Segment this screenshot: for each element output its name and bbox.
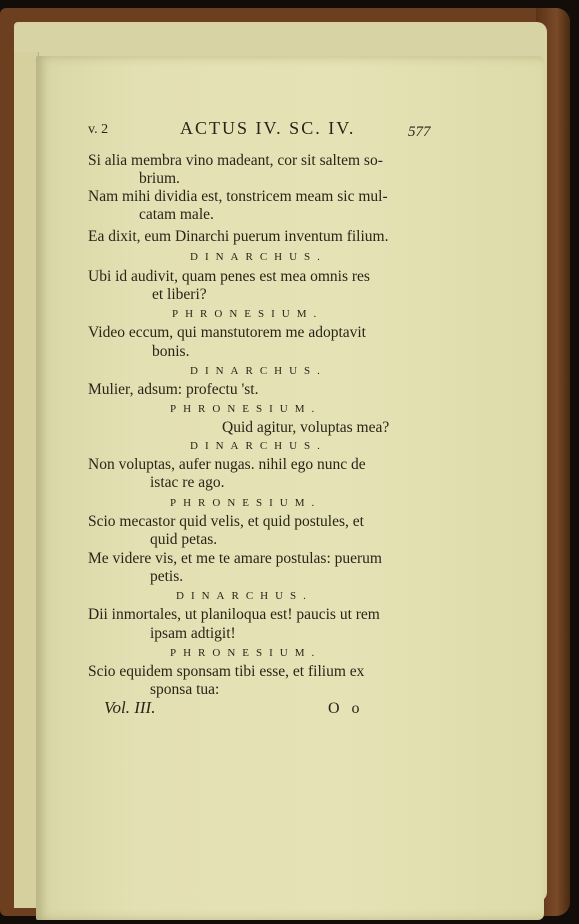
speaker-name: PHRONESIUM. bbox=[172, 308, 324, 320]
speaker-name: DINARCHUS. bbox=[190, 365, 327, 377]
verse-line: Video eccum, qui manstutorem me adoptavit bbox=[88, 324, 366, 341]
volume-footer: Vol. III. bbox=[104, 698, 156, 717]
verse-line: Ubi id audivit, quam penes est mea omnis res bbox=[88, 268, 370, 285]
verse-line: istac re ago. bbox=[150, 474, 225, 491]
speaker-name: PHRONESIUM. bbox=[170, 403, 322, 415]
verse-line: Scio equidem sponsam tibi esse, et filium ex bbox=[88, 663, 365, 680]
verse-line: catam male. bbox=[139, 206, 214, 223]
verse-line: et liberi? bbox=[152, 286, 207, 303]
book-page bbox=[36, 56, 544, 920]
verse-line: ipsam adtigit! bbox=[150, 625, 236, 642]
speaker-name: DINARCHUS. bbox=[190, 440, 327, 452]
verse-line: Dii inmortales, ut planiloqua est! paucis ut rem bbox=[88, 606, 380, 623]
verse-line: quid petas. bbox=[150, 531, 218, 548]
speaker-name: PHRONESIUM. bbox=[170, 647, 322, 659]
verse-line: Mulier, adsum: profectu 'st. bbox=[88, 381, 259, 398]
verse-line: sponsa tua: bbox=[150, 681, 220, 698]
header-signature: v. 2 bbox=[88, 122, 109, 137]
speaker-name: DINARCHUS. bbox=[190, 251, 327, 263]
verse-line: Non voluptas, aufer nugas. nihil ego nunc de bbox=[88, 456, 366, 473]
verse-line: Si alia membra vino madeant, cor sit saltem so- bbox=[88, 152, 383, 169]
verse-line: bonis. bbox=[152, 343, 190, 360]
verse-line: brium. bbox=[139, 170, 180, 187]
verse-line: Me videre vis, et me te amare postulas: puerum bbox=[88, 550, 382, 567]
verse-line: Nam mihi dividia est, tonstricem meam sic mul- bbox=[88, 188, 388, 205]
verse-line: Quid agitur, voluptas mea? bbox=[222, 419, 390, 436]
verse-line: Ea dixit, eum Dinarchi puerum inventum filium. bbox=[88, 228, 389, 245]
page-stack bbox=[14, 22, 547, 902]
signature-mark: O o bbox=[328, 700, 364, 717]
speaker-name: DINARCHUS. bbox=[176, 590, 313, 602]
running-head: ACTUS IV. SC. IV. bbox=[180, 118, 356, 138]
speaker-name: PHRONESIUM. bbox=[170, 497, 322, 509]
verse-line: petis. bbox=[150, 568, 184, 585]
verse-line: Scio mecastor quid velis, et quid postules, et bbox=[88, 513, 364, 530]
page-number: 577 bbox=[408, 124, 431, 140]
